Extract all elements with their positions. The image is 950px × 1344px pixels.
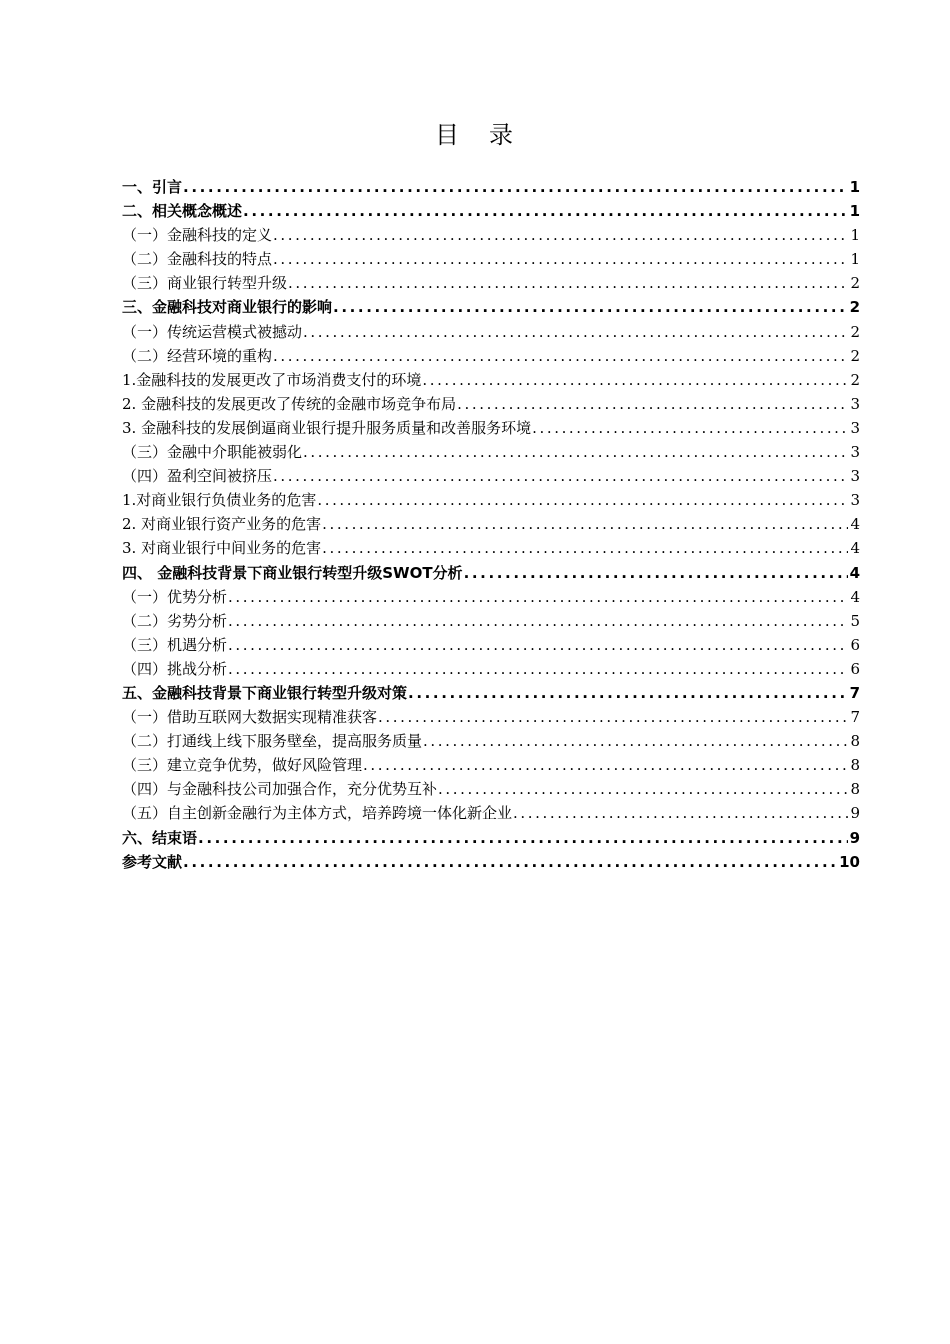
toc-entry-label: （四）挑战分析	[122, 659, 228, 678]
toc-entry[interactable]	[122, 488, 860, 512]
toc-dot-leader	[183, 175, 848, 199]
toc-dot-leader	[438, 777, 848, 801]
toc-entry-page-number: 1	[850, 226, 860, 245]
toc-dot-leader	[513, 801, 848, 825]
toc-title-left: 目	[435, 121, 461, 149]
toc-entry-label: （二）打通线上线下服务壁垒，提高服务质量	[122, 732, 423, 751]
toc-entry[interactable]	[122, 801, 860, 825]
toc-entry-page-number: 7	[849, 683, 860, 702]
toc-dot-leader	[273, 464, 848, 488]
toc-entry-page-number: 4	[850, 515, 860, 534]
toc-dot-leader	[288, 271, 848, 295]
toc-entry-label: （三）机遇分析	[122, 635, 228, 654]
toc-entry-page-number: 5	[850, 611, 860, 630]
toc-entry[interactable]	[122, 368, 860, 392]
toc-entry[interactable]	[122, 512, 860, 536]
toc-entry[interactable]	[122, 753, 860, 777]
toc-entry-label: 2. 对商业银行资产业务的危害	[122, 515, 322, 534]
toc-dot-leader	[457, 392, 848, 416]
toc-dot-leader	[273, 223, 848, 247]
toc-dot-leader	[363, 753, 848, 777]
toc-dot-leader	[317, 488, 848, 512]
toc-entry[interactable]	[122, 705, 860, 729]
toc-entry-label: 2. 金融科技的发展更改了传统的金融市场竞争布局	[122, 394, 457, 413]
toc-entry[interactable]	[122, 416, 860, 440]
toc-entry-label: 二、相关概念概述	[122, 202, 243, 221]
toc-entry-page-number: 6	[850, 635, 860, 654]
toc-entry-label: （二）金融科技的特点	[122, 250, 273, 269]
toc-dot-leader	[532, 416, 848, 440]
toc-entry-label: 1.对商业银行负债业务的危害	[122, 491, 317, 510]
toc-entry-page-number: 8	[850, 756, 860, 775]
toc-dot-leader	[464, 561, 848, 585]
toc-entry-label: 三、金融科技对商业银行的影响	[122, 298, 333, 317]
toc-entry-page-number: 3	[850, 418, 860, 437]
toc-entry-label: （四）与金融科技公司加强合作，充分优势互补	[122, 780, 438, 799]
toc-dot-leader	[243, 199, 848, 223]
toc-title-right: 录	[489, 121, 515, 149]
toc-entry-page-number: 3	[850, 443, 860, 462]
toc-entry-label: 参考文献	[122, 852, 183, 871]
toc-entry[interactable]	[122, 585, 860, 609]
toc-entry-label: 1.金融科技的发展更改了市场消费支付的环境	[122, 370, 422, 389]
toc-entry[interactable]	[122, 271, 860, 295]
toc-entry-page-number: 4	[850, 587, 860, 606]
toc-entry-label: （三）商业银行转型升级	[122, 274, 288, 293]
toc-dot-leader	[303, 440, 848, 464]
toc-entry[interactable]	[122, 223, 860, 247]
toc-entry-label: （三）金融中介职能被弱化	[122, 443, 303, 462]
toc-entry-page-number: 7	[850, 708, 860, 727]
toc-entry[interactable]	[122, 561, 860, 585]
toc-dot-leader	[273, 247, 848, 271]
toc-dot-leader	[183, 850, 837, 874]
toc-entry[interactable]	[122, 320, 860, 344]
toc-entry[interactable]	[122, 777, 860, 801]
toc-entry[interactable]	[122, 850, 860, 874]
toc-dot-leader	[378, 705, 848, 729]
toc-entry-page-number: 1	[849, 178, 860, 196]
toc-entry-page-number: 8	[850, 732, 860, 751]
toc-entry-label: （二）经营环境的重构	[122, 346, 273, 365]
toc-entry[interactable]	[122, 440, 860, 464]
toc-entry[interactable]	[122, 247, 860, 271]
toc-entry-label: （一）金融科技的定义	[122, 226, 273, 245]
toc-entry[interactable]	[122, 392, 860, 416]
toc-dot-leader	[322, 536, 848, 560]
toc-dot-leader	[228, 633, 848, 657]
toc-entry[interactable]	[122, 633, 860, 657]
toc-dot-leader	[198, 826, 848, 850]
toc-entry-page-number: 2	[850, 322, 860, 341]
toc-entry-page-number: 4	[850, 539, 860, 558]
toc-entry-page-number: 2	[850, 370, 860, 389]
toc-entry-page-number: 3	[850, 394, 860, 413]
toc-entry[interactable]	[122, 464, 860, 488]
toc-dot-leader	[322, 512, 848, 536]
toc-entry-page-number: 3	[850, 467, 860, 486]
toc-dot-leader	[303, 320, 848, 344]
toc-entry-page-number: 1	[850, 250, 860, 269]
toc-dot-leader	[228, 585, 848, 609]
toc-entry-page-number: 8	[850, 780, 860, 799]
toc-entry-label: 3. 对商业银行中间业务的危害	[122, 539, 322, 558]
toc-entry-page-number: 4	[849, 563, 860, 582]
toc-dot-leader	[228, 609, 848, 633]
toc-entry-label: （四）盈利空间被挤压	[122, 467, 273, 486]
toc-entry-page-number: 2	[850, 274, 860, 293]
toc-dot-leader	[423, 729, 848, 753]
toc-entry[interactable]	[122, 295, 860, 319]
toc-entry[interactable]	[122, 199, 860, 223]
toc-entry-label: 一、引言	[122, 178, 183, 196]
toc-dot-leader	[422, 368, 848, 392]
toc-entry-page-number: 2	[850, 346, 860, 365]
toc-entry[interactable]	[122, 175, 860, 199]
toc-entry-label: （一）借助互联网大数据实现精准获客	[122, 708, 378, 727]
toc-entry-page-number: 1	[849, 202, 860, 221]
toc-list	[122, 175, 860, 874]
toc-entry-page-number: 10	[839, 852, 860, 871]
toc-entry-label: （一）传统运营模式被撼动	[122, 322, 303, 341]
toc-entry-label: （二）劣势分析	[122, 611, 228, 630]
toc-entry-label: （三）建立竞争优势，做好风险管理	[122, 756, 363, 775]
toc-entry[interactable]	[122, 826, 860, 850]
toc-entry[interactable]	[122, 657, 860, 681]
toc-entry-label: （五）自主创新金融行为主体方式，培养跨境一体化新企业	[122, 804, 513, 823]
toc-entry-label: （一）优势分析	[122, 587, 228, 606]
toc-entry-page-number: 9	[849, 828, 860, 847]
toc-dot-leader	[273, 344, 848, 368]
toc-entry[interactable]	[122, 609, 860, 633]
toc-entry[interactable]	[122, 729, 860, 753]
toc-entry-page-number: 2	[849, 298, 860, 317]
toc-entry-label: 五、金融科技背景下商业银行转型升级对策	[122, 683, 408, 702]
toc-entry[interactable]	[122, 681, 860, 705]
toc-entry-label: 3. 金融科技的发展倒逼商业银行提升服务质量和改善服务环境	[122, 418, 532, 437]
toc-dot-leader	[333, 295, 848, 319]
toc-entry[interactable]	[122, 536, 860, 560]
toc-entry[interactable]	[122, 344, 860, 368]
toc-dot-leader	[408, 681, 848, 705]
toc-dot-leader	[228, 657, 848, 681]
toc-entry-label: 六、结束语	[122, 828, 198, 847]
toc-entry-page-number: 9	[850, 804, 860, 823]
toc-title	[0, 118, 950, 152]
toc-entry-page-number: 3	[850, 491, 860, 510]
toc-entry-page-number: 6	[850, 659, 860, 678]
toc-entry-label: 四、 金融科技背景下商业银行转型升级SWOT分析	[122, 563, 463, 582]
